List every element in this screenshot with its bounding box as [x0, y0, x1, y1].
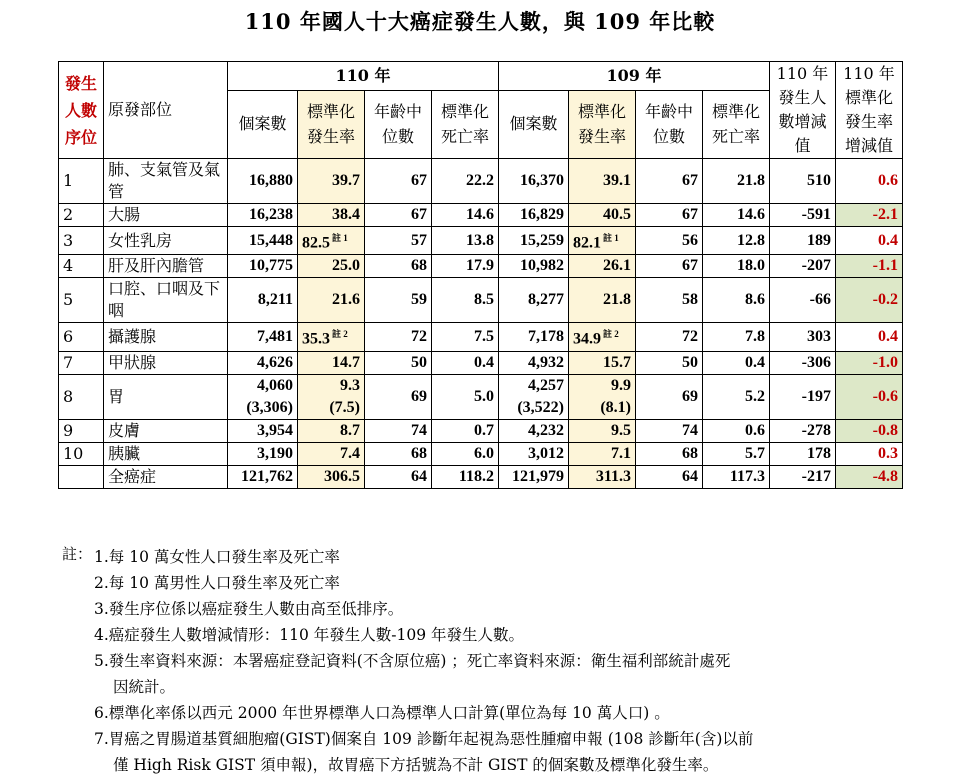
std-mortality-109-cell: 18.0	[703, 255, 770, 278]
median-age-109-cell: 72	[636, 323, 703, 351]
std-mortality-110-cell: 14.6	[432, 204, 499, 227]
table-row	[59, 323, 903, 351]
table-row	[59, 465, 903, 488]
cases-109-cell: 3,012	[499, 442, 569, 465]
std-incidence-109-cell: 311.3	[569, 465, 636, 488]
median-age-109-cell: 67	[636, 255, 703, 278]
rank-cell: 3	[59, 227, 104, 255]
rank-cell: 5	[59, 278, 104, 323]
table-row	[59, 374, 903, 419]
case-change-cell: -207	[770, 255, 836, 278]
year110-header: 110 年	[228, 62, 499, 91]
cases-109-cell: 7,178	[499, 323, 569, 351]
case-change-cell: -591	[770, 204, 836, 227]
median-age-109-cell: 50	[636, 351, 703, 374]
site-cell: 大腸	[104, 204, 228, 227]
std-mortality-110-cell: 0.7	[432, 419, 499, 442]
rate-change-cell: 0.4	[836, 323, 903, 351]
cases-110-cell-excl-gist: (3,306)	[246, 398, 293, 416]
std-incidence-109-cell-value: 82.1	[573, 234, 601, 252]
site-cell: 胰臟	[104, 442, 228, 465]
std-mortality-109-cell: 12.8	[703, 227, 770, 255]
rank-cell: 6	[59, 323, 104, 351]
page-title: 110 年國人十大癌症發生人數，與 109 年比較	[244, 9, 716, 34]
rank-cell	[59, 465, 104, 488]
std-mortality-110-cell: 7.5	[432, 323, 499, 351]
site-cell: 皮膚	[104, 419, 228, 442]
std-mortality-109-cell: 117.3	[703, 465, 770, 488]
note-line: 僅 High Risk GIST 須申報)，故胃癌下方括號為不計 GIST 的個案數及標準化發生率。	[113, 756, 719, 774]
table-row	[59, 227, 903, 255]
case-change-cell: -278	[770, 419, 836, 442]
cases-109-cell: 15,259	[499, 227, 569, 255]
footnote-mark: 註 2	[332, 329, 348, 340]
std-incidence-109-header: 標準化發生率	[569, 90, 636, 158]
std-incidence-110-cell	[298, 323, 365, 351]
std-incidence-109-cell: 21.8	[569, 278, 636, 323]
std-incidence-109-cell: 15.7	[569, 351, 636, 374]
cases-110-cell: 16,238	[228, 204, 298, 227]
cases-109-cell: 16,370	[499, 159, 569, 204]
note-line: 4.癌症發生人數增減情形：110 年發生人數-109 年發生人數。	[94, 626, 525, 644]
cases-110-cell: 3,954	[228, 419, 298, 442]
site-cell: 女性乳房	[104, 227, 228, 255]
note-line: 1.每 10 萬女性人口發生率及死亡率	[94, 548, 340, 566]
std-mortality-109-cell: 21.8	[703, 159, 770, 204]
std-mortality-109-header: 標準化死亡率	[703, 90, 770, 158]
std-incidence-110-cell	[298, 227, 365, 255]
std-mortality-110-cell: 5.0	[432, 374, 499, 419]
median-age-110-cell: 67	[365, 159, 432, 204]
rate-change-cell: -0.6	[836, 374, 903, 419]
median-age-109-cell: 58	[636, 278, 703, 323]
note-line: 7.胃癌之胃腸道基質細胞瘤(GIST)個案自 109 診斷年起視為惡性腫瘤申報 (108 診斷年(含)以前	[94, 730, 754, 748]
std-incidence-110-cell-value: 9.3	[340, 376, 360, 394]
cancer-table	[58, 61, 903, 489]
site-cell: 胃	[104, 374, 228, 419]
rate-change-header: 110 年標準化發生率增減值	[836, 62, 903, 159]
std-incidence-110-cell: 306.5	[298, 465, 365, 488]
std-mortality-110-cell: 118.2	[432, 465, 499, 488]
case-change-cell: 189	[770, 227, 836, 255]
rank-cell: 9	[59, 419, 104, 442]
median-age-109-cell: 56	[636, 227, 703, 255]
std-incidence-110-header: 標準化發生率	[298, 90, 365, 158]
cases-109-cell: 16,829	[499, 204, 569, 227]
cases-109-cell: 121,979	[499, 465, 569, 488]
std-incidence-110-cell-value: 35.3	[302, 330, 330, 348]
cases-109-header: 個案數	[499, 90, 569, 158]
cases-109-cell: 8,277	[499, 278, 569, 323]
std-incidence-109-cell: 39.1	[569, 159, 636, 204]
std-incidence-109-cell: 26.1	[569, 255, 636, 278]
footnote-mark: 註 1	[332, 233, 348, 243]
cases-110-cell	[228, 374, 298, 419]
rank-cell: 8	[59, 374, 104, 419]
std-mortality-109-cell: 7.8	[703, 323, 770, 351]
cases-109-cell: 4,932	[499, 351, 569, 374]
table-row	[59, 159, 903, 204]
rank-cell: 10	[59, 442, 104, 465]
std-mortality-110-header: 標準化死亡率	[432, 90, 499, 158]
cases-109-cell: 10,982	[499, 255, 569, 278]
std-mortality-109-cell: 0.4	[703, 351, 770, 374]
median-age-110-cell: 67	[365, 204, 432, 227]
rate-change-cell: -1.1	[836, 255, 903, 278]
site-header: 原發部位	[104, 62, 228, 159]
std-mortality-109-cell: 5.2	[703, 374, 770, 419]
year109-header: 109 年	[499, 62, 770, 91]
rate-change-cell: -1.0	[836, 351, 903, 374]
std-incidence-110-cell: 21.6	[298, 278, 365, 323]
table-row	[59, 351, 903, 374]
rate-change-cell: -0.8	[836, 419, 903, 442]
std-mortality-110-cell: 0.4	[432, 351, 499, 374]
median-age-109-cell: 68	[636, 442, 703, 465]
case-change-cell: -197	[770, 374, 836, 419]
site-cell: 肺、支氣管及氣管	[104, 159, 228, 204]
rate-change-cell: 0.3	[836, 442, 903, 465]
table-row	[59, 419, 903, 442]
std-mortality-110-cell: 8.5	[432, 278, 499, 323]
std-mortality-110-cell: 6.0	[432, 442, 499, 465]
std-incidence-109-cell	[569, 227, 636, 255]
cases-110-cell: 15,448	[228, 227, 298, 255]
median-age-110-cell: 68	[365, 442, 432, 465]
case-change-cell: 510	[770, 159, 836, 204]
median-age-109-header: 年齡中位數	[636, 90, 703, 158]
std-incidence-110-cell-value: 82.5	[302, 234, 330, 252]
cases-110-cell: 7,481	[228, 323, 298, 351]
cases-110-cell: 8,211	[228, 278, 298, 323]
std-mortality-110-cell: 13.8	[432, 227, 499, 255]
rank-cell: 2	[59, 204, 104, 227]
case-change-cell: -217	[770, 465, 836, 488]
median-age-110-header: 年齡中位數	[365, 90, 432, 158]
rate-change-cell: -0.2	[836, 278, 903, 323]
rate-change-cell: 0.6	[836, 159, 903, 204]
rate-change-cell: 0.4	[836, 227, 903, 255]
cases-110-cell: 3,190	[228, 442, 298, 465]
std-incidence-110-cell: 38.4	[298, 204, 365, 227]
median-age-109-cell: 74	[636, 419, 703, 442]
note-line: 因統計。	[113, 678, 176, 696]
site-cell: 攝護腺	[104, 323, 228, 351]
median-age-110-cell: 64	[365, 465, 432, 488]
std-incidence-110-cell: 25.0	[298, 255, 365, 278]
cases-110-cell: 121,762	[228, 465, 298, 488]
cases-109-cell-excl-gist: (3,522)	[517, 398, 564, 416]
cases-109-cell: 4,232	[499, 419, 569, 442]
cases-110-cell: 16,880	[228, 159, 298, 204]
note-line: 5.發生率資料來源：本署癌症登記資料(不含原位癌) ；死亡率資料來源：衛生福利部統計處死	[94, 652, 731, 670]
std-incidence-110-cell: 8.7	[298, 419, 365, 442]
cases-110-cell-value: 4,060	[257, 376, 293, 394]
std-incidence-109-cell-value: 9.9	[611, 376, 631, 394]
note-line: 2.每 10 萬男性人口發生率及死亡率	[94, 574, 340, 592]
std-incidence-109-cell-excl-gist: (8.1)	[600, 398, 631, 416]
std-mortality-110-cell: 22.2	[432, 159, 499, 204]
case-change-cell: -306	[770, 351, 836, 374]
std-incidence-110-cell: 7.4	[298, 442, 365, 465]
cases-109-cell-value: 4,257	[528, 376, 564, 394]
cases-110-cell: 4,626	[228, 351, 298, 374]
rate-change-cell: -2.1	[836, 204, 903, 227]
std-incidence-109-cell	[569, 323, 636, 351]
std-mortality-109-cell: 8.6	[703, 278, 770, 323]
std-mortality-109-cell: 0.6	[703, 419, 770, 442]
std-mortality-110-cell: 17.9	[432, 255, 499, 278]
cases-110-header: 個案數	[228, 90, 298, 158]
site-cell: 全癌症	[104, 465, 228, 488]
std-incidence-109-cell: 9.5	[569, 419, 636, 442]
median-age-110-cell: 50	[365, 351, 432, 374]
table-row	[59, 442, 903, 465]
median-age-110-cell: 68	[365, 255, 432, 278]
site-cell: 肝及肝內膽管	[104, 255, 228, 278]
std-incidence-110-cell	[298, 374, 365, 419]
median-age-110-cell: 69	[365, 374, 432, 419]
case-change-cell: 303	[770, 323, 836, 351]
median-age-110-cell: 74	[365, 419, 432, 442]
rank-cell: 7	[59, 351, 104, 374]
case-change-header: 110 年發生人數增減值	[770, 62, 836, 159]
std-incidence-109-cell: 40.5	[569, 204, 636, 227]
table-row	[59, 204, 903, 227]
table-row	[59, 278, 903, 323]
table-row	[59, 255, 903, 278]
cases-110-cell: 10,775	[228, 255, 298, 278]
std-incidence-109-cell-value: 34.9	[573, 330, 601, 348]
std-incidence-110-cell: 39.7	[298, 159, 365, 204]
site-cell: 口腔、口咽及下咽	[104, 278, 228, 323]
rank-cell: 1	[59, 159, 104, 204]
std-incidence-110-cell: 14.7	[298, 351, 365, 374]
notes-label: 註：	[62, 545, 93, 563]
note-line: 6.標準化率係以西元 2000 年世界標準人口為標準人口計算(單位為每 10 萬人口) 。	[94, 704, 670, 722]
std-incidence-109-cell: 7.1	[569, 442, 636, 465]
rank-header: 發生人數序位	[59, 62, 104, 159]
median-age-110-cell: 57	[365, 227, 432, 255]
median-age-109-cell: 64	[636, 465, 703, 488]
cases-109-cell	[499, 374, 569, 419]
footnote-mark: 註 1	[603, 233, 619, 243]
note-line: 3.發生序位係以癌症發生人數由高至低排序。	[94, 600, 404, 618]
site-cell: 甲狀腺	[104, 351, 228, 374]
case-change-cell: -66	[770, 278, 836, 323]
median-age-109-cell: 67	[636, 204, 703, 227]
median-age-109-cell: 67	[636, 159, 703, 204]
median-age-109-cell: 69	[636, 374, 703, 419]
median-age-110-cell: 59	[365, 278, 432, 323]
rate-change-cell: -4.8	[836, 465, 903, 488]
case-change-cell: 178	[770, 442, 836, 465]
std-incidence-110-cell-excl-gist: (7.5)	[329, 398, 360, 416]
std-mortality-109-cell: 5.7	[703, 442, 770, 465]
median-age-110-cell: 72	[365, 323, 432, 351]
std-incidence-109-cell	[569, 374, 636, 419]
rank-cell: 4	[59, 255, 104, 278]
std-mortality-109-cell: 14.6	[703, 204, 770, 227]
footnote-mark: 註 2	[603, 329, 619, 340]
